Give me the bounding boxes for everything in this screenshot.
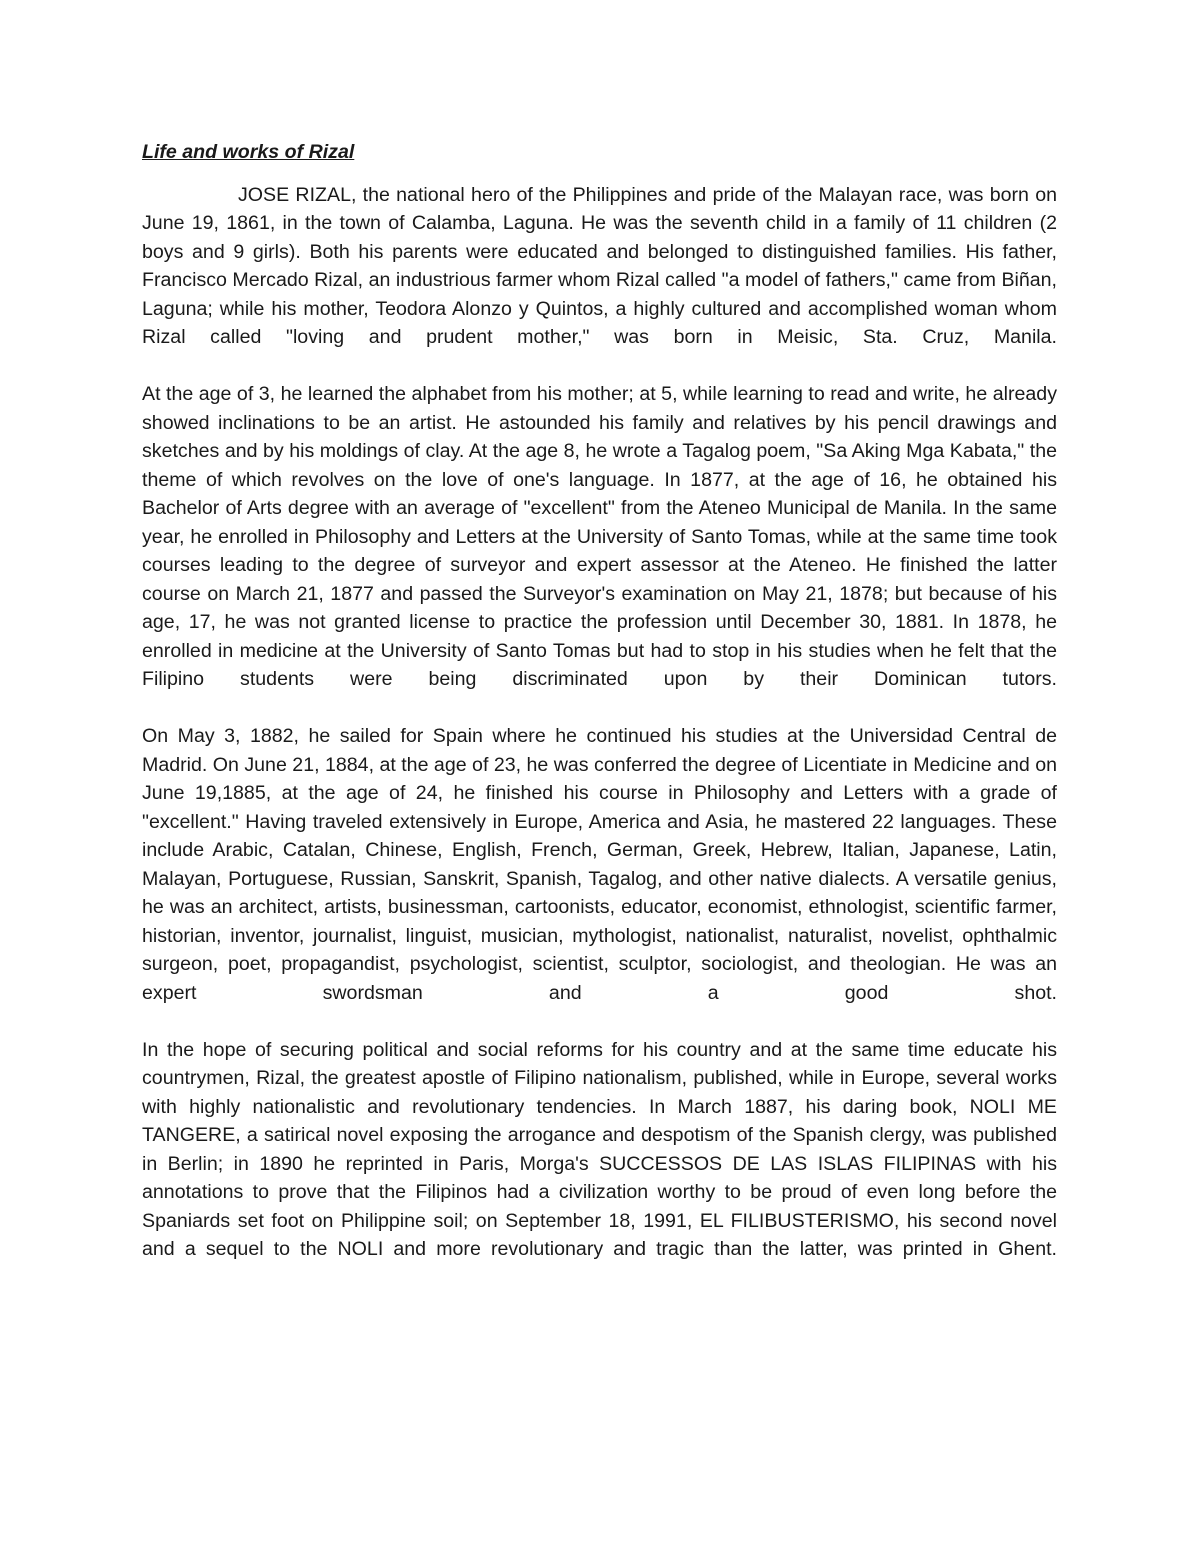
document-body (142, 138, 1057, 1292)
paragraph-early-education: At the age of 3, he learned the alphabet from his mother; at 5, while learning to read and write, he already showed inclinations to be an artist. He astounded his family and relatives by his pencil drawings and sketches and by his moldings of clay. At the age 8, he wrote a Tagalog poem, "Sa Aking Mga Kabata," the theme of which revolves on the love of one's language. In 1877, at the age of 16, he obtained his Bachelor of Arts degree with an average of "excellent" from the Ateneo Municipal de Manila. In the same year, he enrolled in Philosophy and Letters at the University of Santo Tomas, while at the same time took courses leading to the degree of surveyor and expert assessor at the Ateneo. He finished the latter course on March 21, 1877 and passed the Surveyor's examination on May 21, 1878; but because of his age, 17, he was not granted license to practice the profession until December 30, 1881. In 1878, he enrolled in medicine at the University of Santo Tomas but had to stop in his studies when he felt that the Filipino students were being discriminated upon by their Dominican tutors. (142, 383, 1057, 690)
paragraph-birth-family: JOSE RIZAL, the national hero of the Philippines and pride of the Malayan race, was born on June 19, 1861, in the town of Calamba, Laguna. He was the seventh child in a family of 11 children (2 boys and 9 girls). Both his parents were educated and belonged to distinguished families. His father, Francisco Mercado Rizal, an industrious farmer whom Rizal called "a model of fathers," came from Biñan, Laguna; while his mother, Teodora Alonzo y Quintos, a highly cultured and accomplished woman whom Rizal called "loving and prudent mother," was born in Meisic, Sta. Cruz, Manila. (142, 183, 1057, 348)
document-title: Life and works of Rizal (142, 141, 355, 163)
paragraph-studies-in-spain: On May 3, 1882, he sailed for Spain where he continued his studies at the Universidad Central de Madrid. On June 21, 1884, at the age of 23, he was conferred the degree of Licentiate in Medicine and on June 19,1885, at the age of 24, he finished his course in Philosophy and Letters with a grade of "excellent." Having traveled extensively in Europe, America and Asia, he mastered 22 languages. These include Arabic, Catalan, Chinese, English, French, German, Greek, Hebrew, Italian, Japanese, Latin, Malayan, Portuguese, Russian, Sanskrit, Spanish, Tagalog, and other native dialects. A versatile genius, he was an architect, artists, businessman, cartoonists, educator, economist, ethnologist, scientific farmer, historian, inventor, journalist, linguist, musician, mythologist, nationalist, naturalist, novelist, ophthalmic surgeon, poet, propagandist, psychologist, scientist, sculptor, sociologist, and theologian. He was an expert swordsman and a good shot. (142, 725, 1057, 1004)
paragraph-works-in-europe: In the hope of securing political and social reforms for his country and at the same time educate his countrymen, Rizal, the greatest apostle of Filipino nationalism, published, while in Europe, several works with highly nationalistic and revolutionary tendencies. In March 1887, his daring book, NOLI ME TANGERE, a satirical novel exposing the arrogance and despotism of the Spanish clergy, was published in Berlin; in 1890 he reprinted in Paris, Morga's SUCCESSOS DE LAS ISLAS FILIPINAS with his annotations to prove that the Filipinos had a civilization worthy to be proud of even long before the Spaniards set foot on Philippine soil; on September 18, 1991, EL FILIBUSTERISMO, his second novel and a sequel to the NOLI and more revolutionary and tragic than the latter, was printed in Ghent. (142, 1038, 1057, 1260)
